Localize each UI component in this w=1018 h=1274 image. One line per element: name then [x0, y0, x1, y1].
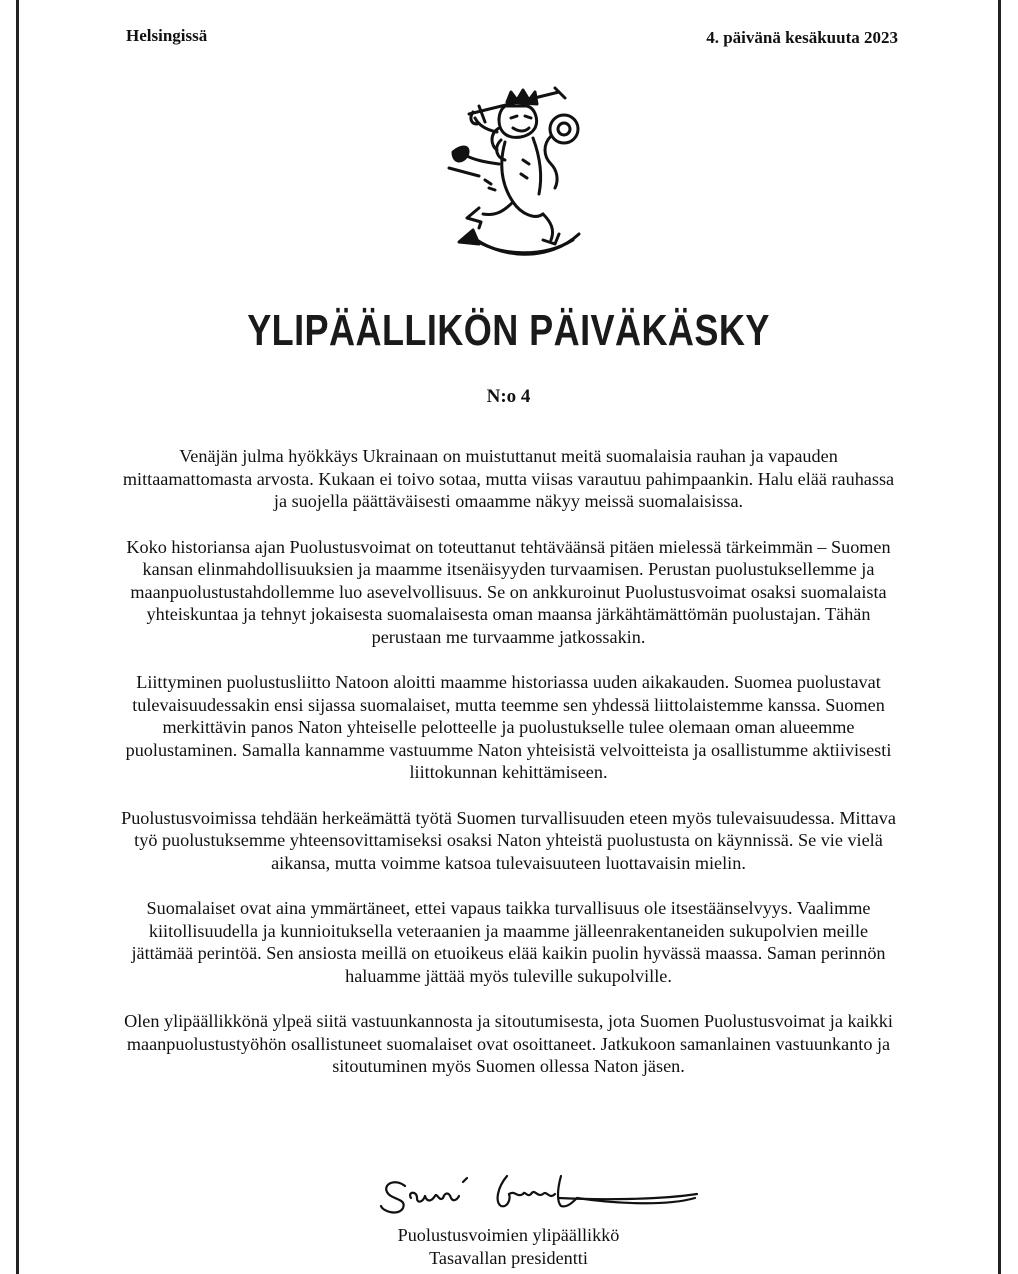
document-body	[119, 445, 898, 1101]
paragraph-3: Liittyminen puolustusliitto Natoon aloitti maamme historiassa uuden aikakauden. Suomea puolustavat tulevaisuudessakin ensi sijassa suomalaiset, mutta teemme sen yhdessä liittolaistemme kanssa. Suomen merkittävin panos Naton yhteiselle pelotteelle ja puolustukselle tulee olemaan oman alueemme puolustaminen. Samalla kannamme vastuumme Naton yhteisistä velvoitteista ja osallistumme aktiivisesti liittokunnan kehittämiseen.	[125, 672, 892, 782]
signatory-office: Tasavallan presidentti	[429, 1248, 588, 1268]
paragraph-4: Puolustusvoimissa tehdään herkeämättä työtä Suomen turvallisuuden eteen myös tulevaisuudessa. Mittava työ puolustuksemme yhteensovittamiseksi osaksi Naton yhteistä puolustusta on käynnissä. Se vie vielä aikansa, mutta voimme katsoa tulevaisuuteen luottavaisin mielin.	[121, 807, 896, 873]
document-number: N:o 4	[486, 386, 531, 407]
document-page	[19, 0, 998, 1274]
date-label: 4. päivänä kesäkuuta 2023	[706, 28, 898, 47]
paragraph-1: Venäjän julma hyökkäys Ukrainaan on muistuttanut meitä suomalaisia rauhan ja vapauden mittaamattomasta arvosta. Kukaan ei toivo sotaa, mutta viisas varautuu pahimpaankin. Halu elää rauhassa ja suojella päättäväisesti omaamme näkyy meissä suomalaisissa.	[122, 446, 895, 511]
coat-of-arms-lion-icon	[439, 84, 589, 269]
place-label: Helsingissä	[126, 26, 208, 45]
signatory-role: Puolustusvoimien ylipäällikkö	[397, 1225, 620, 1245]
document-title: YLIPÄÄLLIKÖN PÄIVÄKÄSKY	[247, 306, 770, 355]
paragraph-6: Olen ylipäällikkönä ylpeä siitä vastuunkannosta ja sitoutumisesta, jota Suomen Puolustusvoimat ja kaikki maanpuolustustyöhön osallistuneet suomalaiset ovat osoittaneet. Jatkukoon samanlainen vastuunkanto ja sitoutuminen myös Suomen ollessa Naton jäsen.	[124, 1011, 893, 1076]
paragraph-5: Suomalaiset ovat aina ymmärtäneet, ettei vapaus taikka turvallisuus ole itsestäänselvyys. Vaalimme kiitollisuudella ja kunnioituksella veteraanien ja maamme jälleenrakentaneiden sukupolvien meille jättämää perintöä. Sen ansiosta meillä on etuoikeus elää kaikin puolin hyvässä maassa. Saman perinnön haluamme jättää myös tuleville sukupolville.	[131, 898, 886, 986]
handwritten-signature	[377, 1168, 707, 1218]
paragraph-2: Koko historiansa ajan Puolustusvoimat on toteuttanut tehtäväänsä pitäen mielessä tärkeimmän – Suomen kansan elinmahdollisuuksien ja maamme itsenäisyyden turvaamisen. Perustan puolustuksellemme ja maanpuolustustahdollemme luo asevelvollisuus. Se on ankkuroinut Puolustusvoimat osaksi suomalaista yhteiskuntaa ja tehnyt jokaisesta suomalaisesta oman maansa järkähtämättömän puolustajan. Tähän perustaan me turvaamme jatkossakin.	[126, 536, 891, 647]
page-border-right	[998, 0, 1001, 1274]
signatory-block	[19, 1224, 998, 1270]
